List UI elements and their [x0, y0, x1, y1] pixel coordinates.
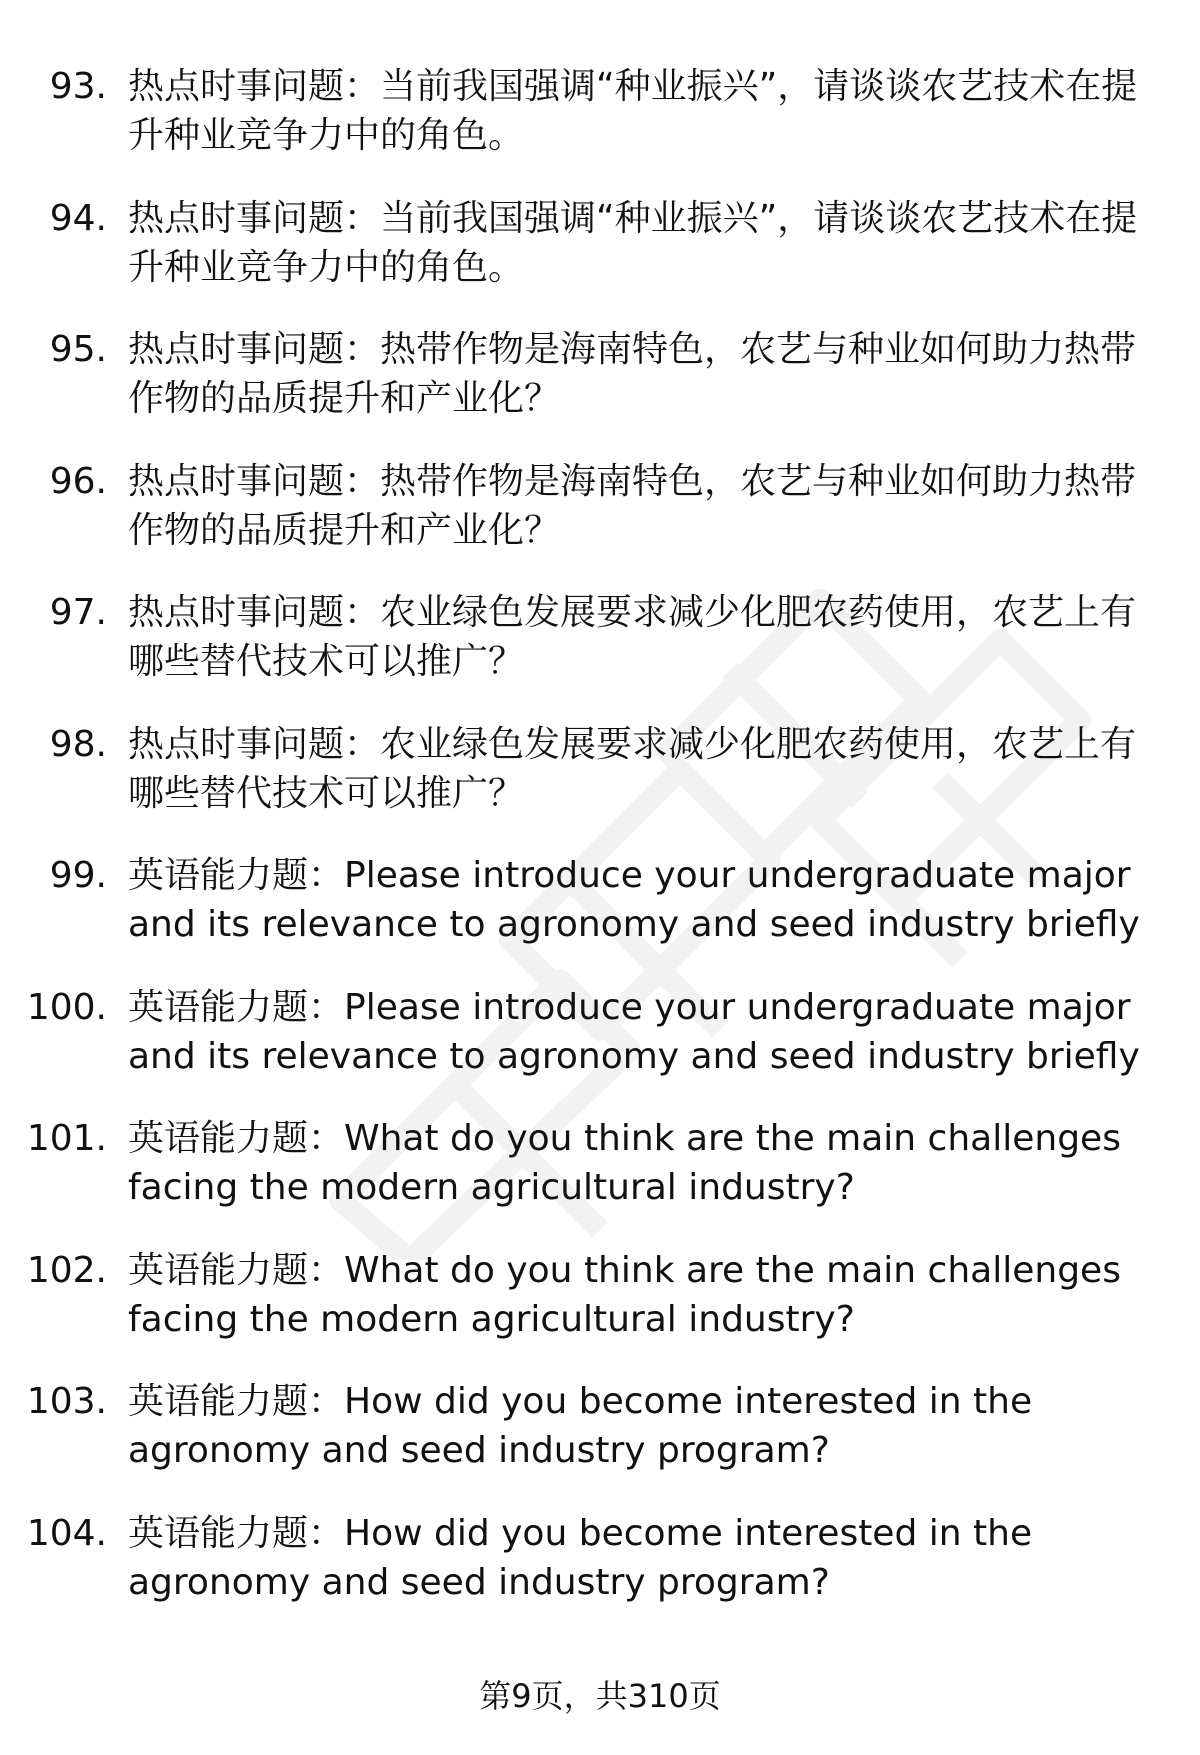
question-text: 热点时事问题：农业绿色发展要求减少化肥农药使用，农艺上有哪些替代技术可以推广？ [128, 592, 1137, 682]
list-item [0, 1505, 1200, 1637]
list-item [0, 847, 1200, 979]
question-text: 英语能力题：How did you become interested in the agronomy and seed industry program? [128, 1512, 1033, 1603]
list-item [0, 1373, 1200, 1505]
list-item [0, 321, 1200, 453]
question-text: 英语能力题：What do you think are the main challenges facing the modern agricultural industry? [128, 1118, 1121, 1208]
question-list [0, 58, 1200, 1636]
list-item [0, 1242, 1200, 1374]
question-number: 98. [49, 723, 107, 765]
question-text: 热点时事问题：当前我国强调“种业振兴”，请谈谈农艺技术在提升种业竞争力中的角色。 [128, 197, 1138, 288]
question-number: 99. [49, 855, 107, 896]
question-text: 热点时事问题：热带作物是海南特色，农艺与种业如何助力热带作物的品质提升和产业化？ [128, 460, 1137, 551]
question-text: 英语能力题：What do you think are the main challenges facing the modern agricultural industry? [128, 1249, 1121, 1340]
question-text: 英语能力题：Please introduce your undergraduate major and its relevance to agronomy and seed industry briefly [128, 855, 1140, 945]
list-item [0, 584, 1200, 716]
page-footer: 第9页，共310页 [479, 1677, 721, 1715]
question-number: 100. [26, 986, 107, 1028]
question-text: 英语能力题：How did you become interested in the agronomy and seed industry program? [128, 1381, 1033, 1471]
question-number: 101. [26, 1118, 107, 1159]
list-item [0, 58, 1200, 190]
question-text: 热点时事问题：热带作物是海南特色，农艺与种业如何助力热带作物的品质提升和产业化？ [128, 329, 1137, 419]
question-text: 热点时事问题：当前我国强调“种业振兴”，请谈谈农艺技术在提升种业竞争力中的角色。 [128, 66, 1138, 156]
question-number: 93. [49, 66, 107, 107]
question-number: 94. [49, 197, 107, 239]
question-number: 97. [49, 592, 107, 633]
question-text: 热点时事问题：农业绿色发展要求减少化肥农药使用，农艺上有哪些替代技术可以推广？ [128, 723, 1137, 814]
list-item [0, 1110, 1200, 1242]
question-number: 96. [49, 460, 107, 502]
question-number: 103. [26, 1381, 107, 1422]
question-text: 英语能力题：Please introduce your undergraduate major and its relevance to agronomy and seed industry briefly [128, 986, 1140, 1077]
question-number: 102. [26, 1249, 107, 1291]
question-number: 104. [26, 1512, 107, 1554]
list-item [0, 453, 1200, 585]
list-item [0, 190, 1200, 322]
list-item [0, 979, 1200, 1111]
list-item [0, 716, 1200, 848]
question-number: 95. [49, 329, 107, 370]
